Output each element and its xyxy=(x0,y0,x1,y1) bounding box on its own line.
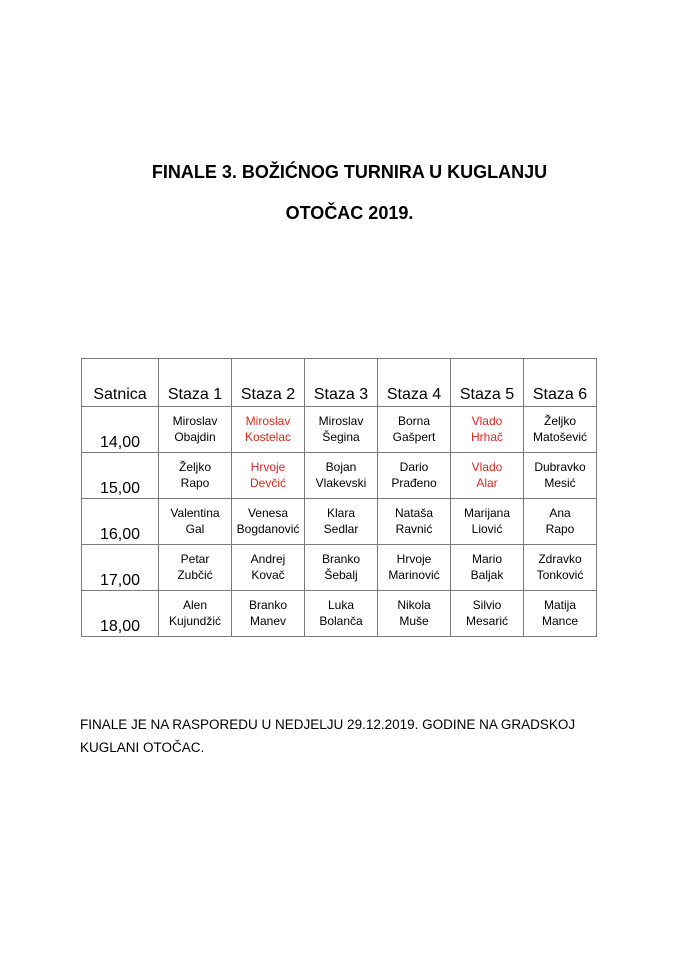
player-first-name: Marijana xyxy=(463,506,511,520)
player-cell xyxy=(378,545,451,591)
player-first-name: Nikola xyxy=(397,598,431,612)
time-cell: 16,00 xyxy=(82,499,159,545)
player-last-name: Tonković xyxy=(536,567,584,582)
player-cell xyxy=(378,407,451,453)
player-cell xyxy=(451,499,524,545)
player-cell xyxy=(524,499,597,545)
document-title: FINALE 3. BOŽIĆNOG TURNIRA U KUGLANJU xyxy=(151,162,548,182)
player-cell xyxy=(524,591,597,637)
document-subtitle: OTOČAC 2019. xyxy=(285,203,414,223)
player-first-name: Borna xyxy=(397,414,431,428)
player-cell xyxy=(451,591,524,637)
player-cell xyxy=(451,453,524,499)
header-staza-2: Staza 2 xyxy=(232,359,305,407)
player-last-name: Gal xyxy=(185,521,205,536)
player-first-name: Hrvoje xyxy=(250,460,286,474)
player-first-name: Vlado xyxy=(471,460,503,474)
player-first-name: Venesa xyxy=(247,506,289,520)
player-last-name: Muše xyxy=(399,613,429,628)
player-cell xyxy=(451,545,524,591)
player-cell xyxy=(305,407,378,453)
player-last-name: Bogdanović xyxy=(236,521,300,536)
player-first-name: Petar xyxy=(180,552,210,566)
footer-note: FINALE JE NA RASPOREDU U NEDJELJU 29.12.2019. GODINE NA GRADSKOJ KUGLANI OTOČAC. xyxy=(80,717,576,755)
player-first-name: Hrvoje xyxy=(396,552,432,566)
schedule-body xyxy=(82,407,597,637)
player-cell xyxy=(305,591,378,637)
player-last-name: Šegina xyxy=(322,429,360,444)
player-last-name: Hrhač xyxy=(470,429,503,444)
player-first-name: Miroslav xyxy=(318,414,364,428)
player-last-name: Kujundžić xyxy=(168,613,222,628)
player-first-name: Bojan xyxy=(325,460,357,474)
player-cell xyxy=(305,545,378,591)
player-last-name: Ravnić xyxy=(395,521,433,536)
player-first-name: Zdravko xyxy=(538,552,582,566)
player-last-name: Vlakevski xyxy=(315,475,367,490)
player-first-name: Andrej xyxy=(250,552,286,566)
player-cell xyxy=(524,407,597,453)
player-cell xyxy=(524,453,597,499)
player-cell xyxy=(159,499,232,545)
time-cell: 15,00 xyxy=(82,453,159,499)
player-cell xyxy=(378,453,451,499)
player-first-name: Željko xyxy=(178,460,211,474)
header-staza-3: Staza 3 xyxy=(305,359,378,407)
table-row xyxy=(82,591,597,637)
player-first-name: Dubravko xyxy=(534,460,586,474)
player-last-name: Obajdin xyxy=(174,429,216,444)
table-header-row xyxy=(82,359,597,407)
player-last-name: Matošević xyxy=(532,429,588,444)
player-last-name: Rapo xyxy=(545,521,575,536)
player-cell xyxy=(451,407,524,453)
player-cell xyxy=(159,407,232,453)
player-first-name: Miroslav xyxy=(172,414,218,428)
player-cell xyxy=(305,453,378,499)
player-first-name: Dario xyxy=(399,460,429,474)
player-last-name: Devčić xyxy=(249,475,286,490)
player-first-name: Silvio xyxy=(472,598,502,612)
player-cell xyxy=(159,545,232,591)
player-last-name: Manev xyxy=(249,613,287,628)
player-last-name: Kostelac xyxy=(244,429,292,444)
player-first-name: Branko xyxy=(248,598,288,612)
player-last-name: Kovač xyxy=(251,567,285,582)
player-last-name: Sedlar xyxy=(323,521,359,536)
header-staza-5: Staza 5 xyxy=(451,359,524,407)
table-row xyxy=(82,407,597,453)
player-cell xyxy=(378,499,451,545)
player-first-name: Luka xyxy=(327,598,355,612)
table-row xyxy=(82,453,597,499)
schedule-table xyxy=(81,358,597,637)
player-last-name: Mesarić xyxy=(465,613,508,628)
time-cell: 14,00 xyxy=(82,407,159,453)
player-last-name: Gašpert xyxy=(392,429,436,444)
player-first-name: Miroslav xyxy=(245,414,291,428)
player-first-name: Klara xyxy=(326,506,355,520)
time-cell: 18,00 xyxy=(82,591,159,637)
player-first-name: Ana xyxy=(549,506,571,520)
header-satnica: Satnica xyxy=(82,359,159,407)
player-last-name: Baljak xyxy=(470,567,504,582)
player-last-name: Bolanča xyxy=(319,613,363,628)
player-first-name: Nataša xyxy=(394,506,434,520)
player-cell xyxy=(232,591,305,637)
player-cell xyxy=(305,499,378,545)
time-cell: 17,00 xyxy=(82,545,159,591)
table-row xyxy=(82,545,597,591)
header-staza-6: Staza 6 xyxy=(524,359,597,407)
table-row xyxy=(82,499,597,545)
player-cell xyxy=(378,591,451,637)
player-first-name: Željko xyxy=(543,414,576,428)
player-cell xyxy=(232,499,305,545)
player-last-name: Šebalj xyxy=(324,567,358,582)
player-cell xyxy=(232,545,305,591)
player-last-name: Rapo xyxy=(180,475,210,490)
player-last-name: Liović xyxy=(471,521,503,536)
player-first-name: Vlado xyxy=(471,414,503,428)
header-staza-1: Staza 1 xyxy=(159,359,232,407)
player-cell xyxy=(232,453,305,499)
player-cell xyxy=(159,453,232,499)
player-cell xyxy=(159,591,232,637)
player-last-name: Mesić xyxy=(544,475,576,490)
player-first-name: Matija xyxy=(543,598,576,612)
player-first-name: Valentina xyxy=(170,506,220,520)
player-last-name: Zubčić xyxy=(177,567,213,582)
player-last-name: Alar xyxy=(476,475,498,490)
header-staza-4: Staza 4 xyxy=(378,359,451,407)
player-first-name: Alen xyxy=(182,598,208,612)
player-first-name: Branko xyxy=(321,552,361,566)
player-first-name: Mario xyxy=(471,552,502,566)
player-cell xyxy=(524,545,597,591)
player-last-name: Mance xyxy=(541,613,579,628)
player-last-name: Marinović xyxy=(388,567,440,582)
player-cell xyxy=(232,407,305,453)
player-last-name: Prađeno xyxy=(391,475,437,490)
